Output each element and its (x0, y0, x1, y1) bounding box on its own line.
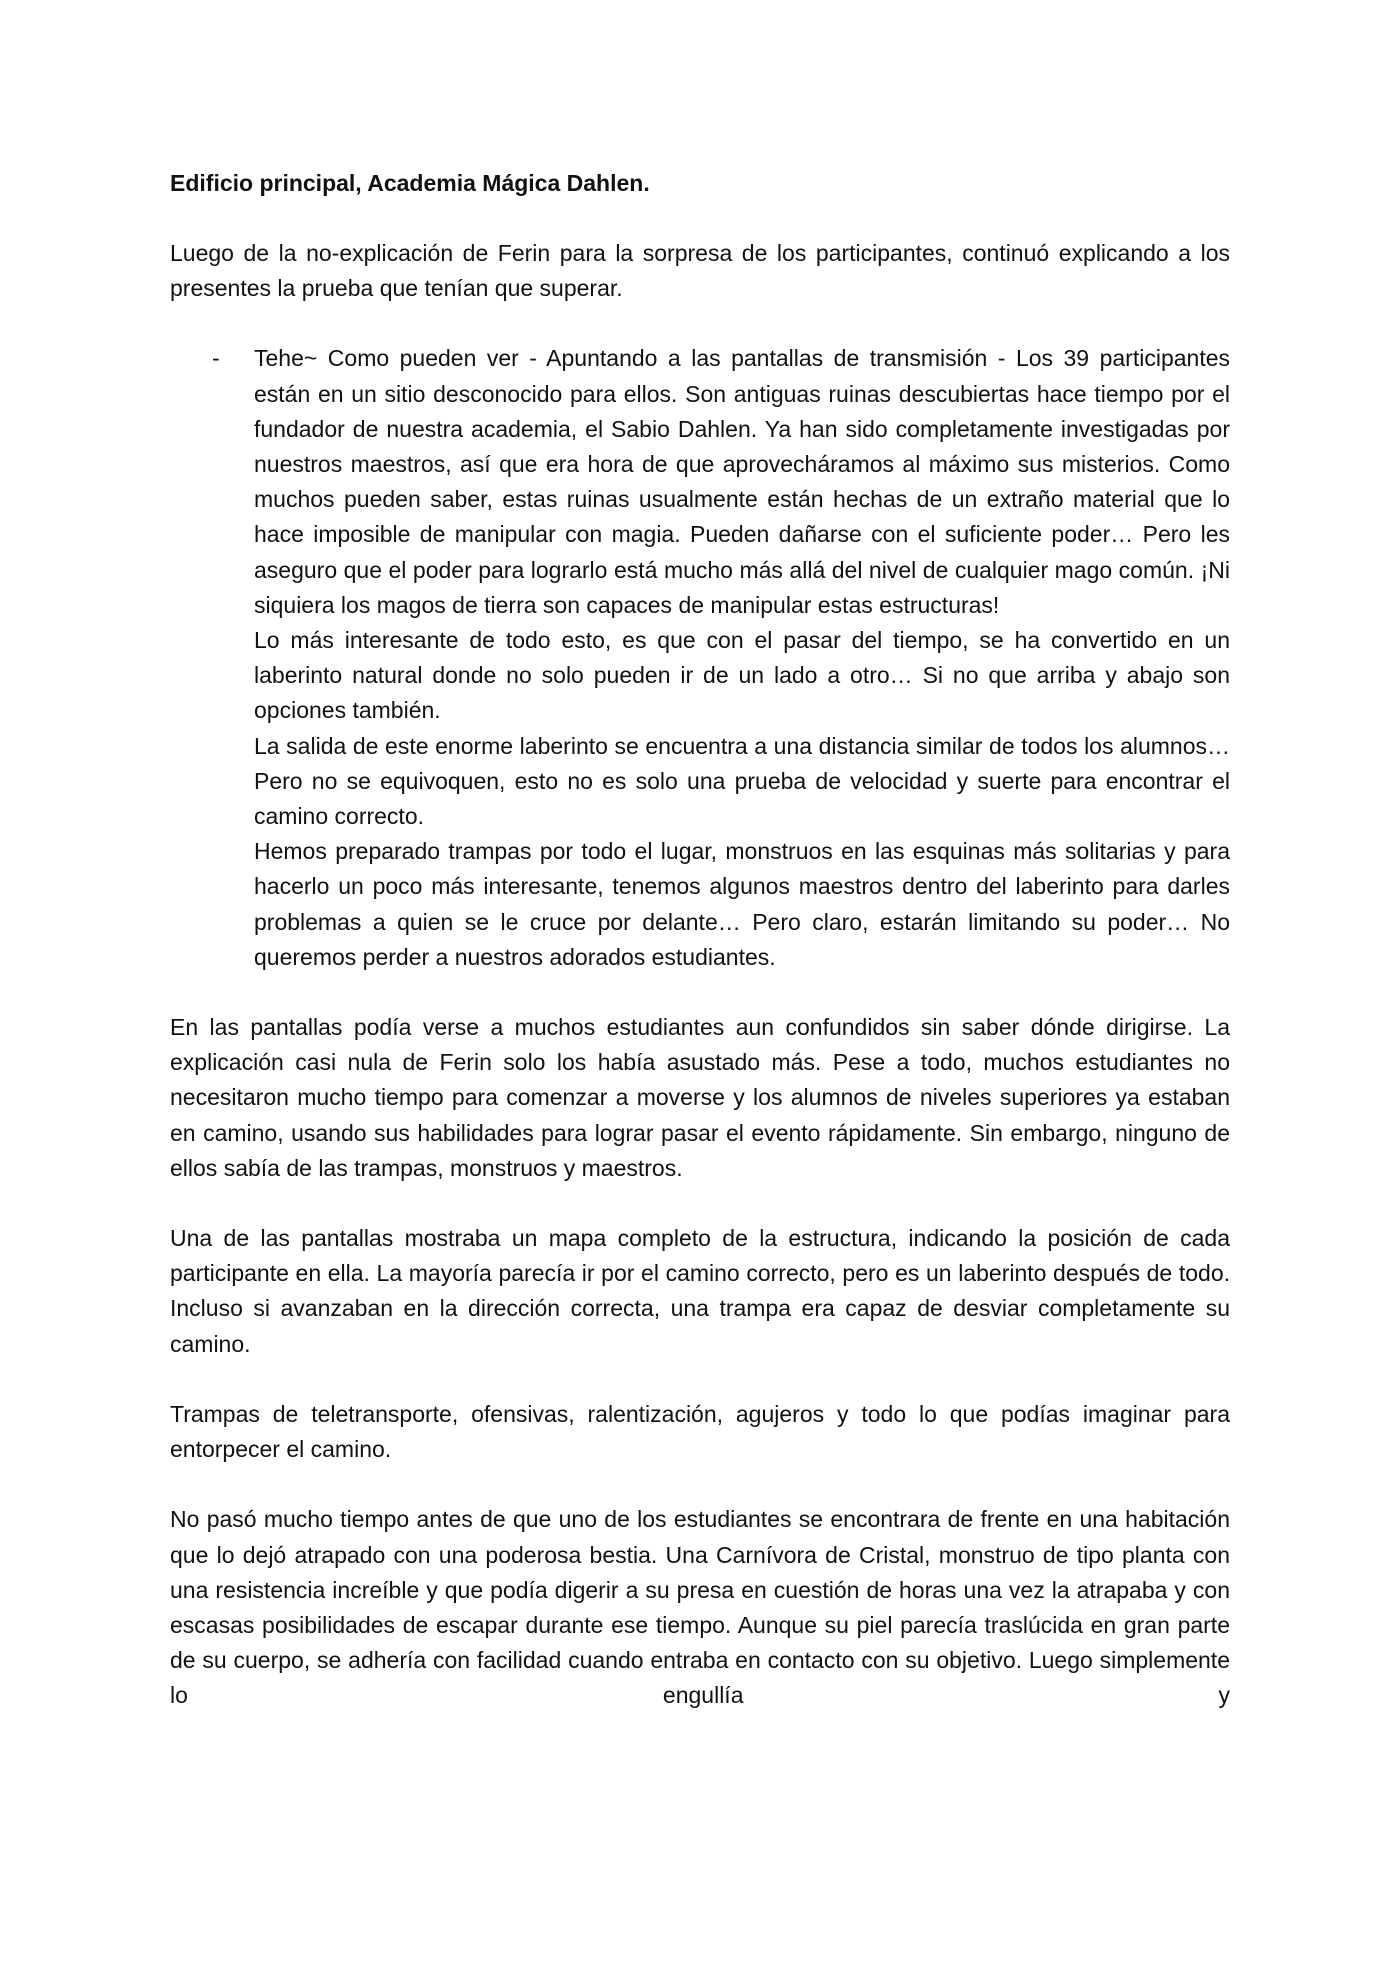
document-page (170, 166, 1230, 1749)
dialogue-line: Hemos preparado trampas por todo el lugar, monstruos en las esquinas más solitarias y para hacerlo un poco más interesante, tenemos algunos maestros dentro del laberinto para darles problemas a quien se le cruce por delante… Pero claro, estarán limitando su poder… No queremos perder a nuestros adorados estudiantes. (254, 838, 1230, 970)
dialogue-line: Lo más interesante de todo esto, es que con el pasar del tiempo, se ha convertido en un laberinto natural donde no solo pueden ir de un lado a otro… Si no que arriba y abajo son opciones también. (254, 627, 1230, 724)
intro-paragraph: Luego de la no-explicación de Ferin para la sorpresa de los participantes, continuó explicando a los presentes la prueba que tenían que superar. (170, 240, 1230, 302)
dialogue-dash: - (212, 345, 220, 372)
document-heading: Edificio principal, Academia Mágica Dahlen. (170, 170, 650, 196)
body-paragraph: En las pantallas podía verse a muchos estudiantes aun confundidos sin saber dónde dirigirse. La explicación casi nula de Ferin solo los había asustado más. Pese a todo, muchos estudiantes no necesitaron mucho tiempo para comenzar a moverse y los alumnos de niveles superiores ya estaban en camino, usando sus habilidades para lograr pasar el evento rápidamente. Sin embargo, ninguno de ellos sabía de las trampas, monstruos y maestros. (170, 1014, 1230, 1181)
body-paragraph: No pasó mucho tiempo antes de que uno de los estudiantes se encontrara de frente en una habitación que lo dejó atrapado con una poderosa bestia. Una Carnívora de Cristal, monstruo de tipo planta con una resistencia increíble y que podía digerir a su presa en cuestión de horas una vez la atrapaba y con escasas posibilidades de escapar durante ese tiempo. Aunque su piel parecía traslúcida en gran parte de su cuerpo, se adhería con facilidad cuando entraba en contacto con su objetivo. Luego simplemente lo engullía y (170, 1506, 1230, 1709)
dialogue-block (170, 341, 1230, 975)
dialogue-line: La salida de este enorme laberinto se encuentra a una distancia similar de todos los alumnos… Pero no se equivoquen, esto no es solo una prueba de velocidad y suerte para encontrar el camino correcto. (254, 732, 1230, 830)
body-paragraph: Una de las pantallas mostraba un mapa completo de la estructura, indicando la posición de cada participante en ella. La mayoría parecía ir por el camino correcto, pero es un laberinto después de todo. Incluso si avanzaban en la dirección correcta, una trampa era capaz de desviar completamente su camino. (170, 1225, 1230, 1357)
body-paragraph: Trampas de teletransporte, ofensivas, ralentización, agujeros y todo lo que podías imaginar para entorpecer el camino. (170, 1400, 1230, 1463)
dialogue-line: Tehe~ Como pueden ver - Apuntando a las pantallas de transmisión - Los 39 participantes están en un sitio desconocido para ellos. Son antiguas ruinas descubiertas hace tiempo por el fundador de nuestra academia, el Sabio Dahlen. Ya han sido completamente investigadas por nuestros maestros, así que era hora de que aprovecháramos al máximo sus misterios. Como muchos pueden saber, estas ruinas usualmente están hechas de un extraño material que lo hace imposible de manipular con magia. Pueden dañarse con el suficiente poder… Pero les aseguro que el poder para lograrlo está mucho más allá del nivel de cualquier mago común. ¡Ni siquiera los magos de tierra son capaces de manipular estas estructuras! (254, 345, 1230, 618)
